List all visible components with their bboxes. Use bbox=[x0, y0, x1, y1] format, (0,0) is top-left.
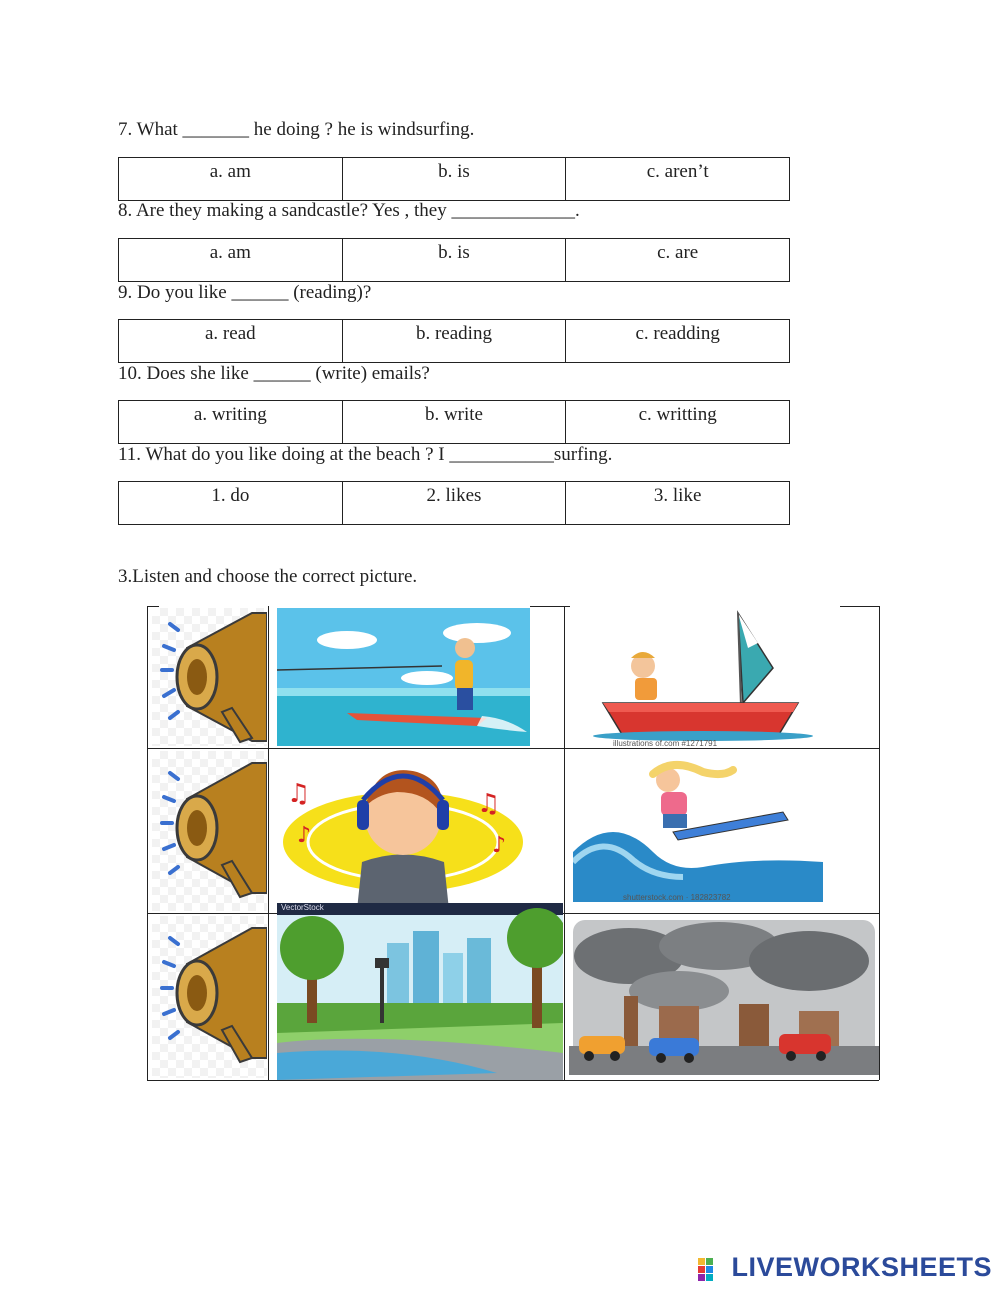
grid-line bbox=[840, 606, 880, 607]
option-a[interactable]: a. am bbox=[119, 158, 343, 201]
grid-line bbox=[147, 606, 159, 607]
svg-text:♪: ♪ bbox=[297, 823, 312, 848]
surfing-image bbox=[573, 752, 835, 902]
option-3[interactable]: 3. like bbox=[566, 482, 790, 525]
speaker-icon[interactable] bbox=[152, 751, 267, 911]
option-b[interactable]: b. write bbox=[342, 401, 566, 444]
svg-text:♫: ♫ bbox=[477, 789, 501, 819]
option-2[interactable]: 2. likes bbox=[342, 482, 566, 525]
grid-line bbox=[879, 606, 880, 1080]
options-table-9 bbox=[118, 319, 790, 363]
option-c[interactable]: c. readding bbox=[566, 320, 790, 363]
picture-sailing[interactable] bbox=[573, 608, 835, 748]
picture-air-pollution[interactable] bbox=[569, 916, 879, 1079]
option-1[interactable]: 1. do bbox=[119, 482, 343, 525]
grid-line bbox=[147, 748, 879, 749]
option-c[interactable]: c. are bbox=[566, 239, 790, 282]
megaphone-icon bbox=[152, 751, 267, 911]
megaphone-icon bbox=[152, 608, 267, 746]
question-11: 11. What do you like doing at the beach ? I ___________surfing. bbox=[118, 444, 613, 465]
liveworksheets-watermark: LIVEWORKSHEETS bbox=[731, 1252, 992, 1282]
options-table-11 bbox=[118, 481, 790, 525]
svg-text:♫: ♫ bbox=[287, 779, 311, 809]
grid-line bbox=[564, 606, 565, 1080]
grid-line bbox=[147, 1080, 879, 1081]
image-caption: illustrations of.com #1271791 bbox=[613, 739, 718, 748]
option-a[interactable]: a. am bbox=[119, 239, 343, 282]
sailing-image bbox=[573, 608, 835, 748]
city-park-image bbox=[277, 903, 563, 1080]
picture-water-skiing[interactable] bbox=[277, 608, 530, 746]
picture-listening-music[interactable] bbox=[277, 752, 530, 910]
question-9: 9. Do you like ______ (reading)? bbox=[118, 282, 372, 303]
grid-line bbox=[530, 606, 570, 607]
option-c[interactable]: c. aren’t bbox=[566, 158, 790, 201]
options-table-7 bbox=[118, 157, 790, 201]
liveworksheets-logo-icon bbox=[698, 1258, 722, 1282]
question-8: 8. Are they making a sandcastle? Yes , they _____________. bbox=[118, 200, 580, 221]
listening-music-image bbox=[277, 752, 530, 910]
question-10: 10. Does she like ______ (write) emails? bbox=[118, 363, 430, 384]
option-b[interactable]: b. is bbox=[342, 239, 566, 282]
megaphone-icon bbox=[152, 916, 267, 1078]
options-table-8 bbox=[118, 238, 790, 282]
option-c[interactable]: c. writting bbox=[566, 401, 790, 444]
image-caption: VectorStock bbox=[281, 903, 324, 912]
grid-line bbox=[147, 606, 148, 1080]
speaker-icon[interactable] bbox=[152, 916, 267, 1078]
air-pollution-image bbox=[569, 916, 879, 1079]
question-7: 7. What _______ he doing ? he is windsurfing. bbox=[118, 119, 475, 140]
section-title: 3.Listen and choose the correct picture. bbox=[118, 566, 418, 587]
grid-line bbox=[268, 606, 269, 1080]
option-b[interactable]: b. reading bbox=[342, 320, 566, 363]
option-a[interactable]: a. writing bbox=[119, 401, 343, 444]
image-caption: shutterstock.com · 182823782 bbox=[623, 893, 731, 902]
speaker-icon[interactable] bbox=[152, 608, 267, 746]
options-table-10 bbox=[118, 400, 790, 444]
svg-text:♪: ♪ bbox=[492, 833, 507, 858]
option-b[interactable]: b. is bbox=[342, 158, 566, 201]
picture-city-park[interactable] bbox=[277, 903, 563, 1080]
water-skiing-image bbox=[277, 608, 530, 746]
picture-surfing[interactable] bbox=[573, 752, 835, 902]
option-a[interactable]: a. read bbox=[119, 320, 343, 363]
